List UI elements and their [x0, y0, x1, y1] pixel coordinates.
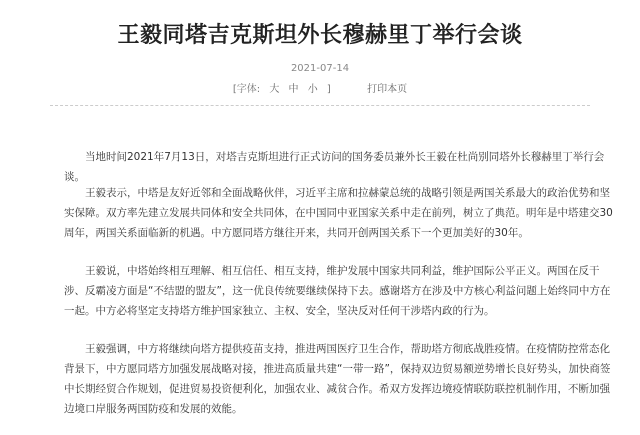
article-paragraph: 王毅表示，中塔是友好近邻和全面战略伙伴，习近平主席和拉赫蒙总统的战略引领是两国关系最大的政治优势和坚实保障。双方率先建立发展共同体和安全共同体，在中国同中亚国家关系中走在前列，树立了典范。明年是中塔建交30周年，两国关系面临新的机遇。中方愿同塔方继往开来，共同开创两国关系下一个更加美好的30年。: [64, 187, 613, 239]
article-paragraph: 王毅说，中塔始终相互理解、相互信任、相互支持，维护发展中国家共同利益，维护国际公平正义。两国在反干涉、反霸凌方面是“不结盟的盟友”，这一优良传统要继续保持下去。感谢塔方在涉及中方核心利益问题上始终同中方在一起。中方必将坚定支持塔方维护国家独立、主权、安全，坚决反对任何干涉塔内政的行为。: [64, 265, 611, 317]
article-paragraph: 当地时间2021年7月13日，对塔吉克斯坦进行正式访问的国务委员兼外长王毅在杜尚别同塔外长穆赫里丁举行会谈。: [64, 151, 605, 183]
article-toolbar: [0, 80, 640, 95]
font-size-large-link[interactable]: 大: [269, 84, 280, 95]
font-size-label: [字体:: [232, 84, 261, 95]
font-size-small-link[interactable]: 小: [307, 84, 318, 95]
article-title: 王毅同塔吉克斯坦外长穆赫里丁举行会谈: [117, 23, 523, 48]
font-size-medium-link[interactable]: 中: [288, 84, 299, 95]
font-size-close-bracket: ]: [326, 84, 331, 95]
title-divider: [50, 105, 590, 106]
article-paragraph: 王毅强调，中方将继续向塔方提供疫苗支持，推进两国医疗卫生合作，帮助塔方彻底战胜疫情。在疫情防控常态化背景下，中方愿同塔方加强发展战略对接，推进高质量共建“一带一路”，保持双边贸易额逆势增长良好势头，加快商签中长期经贸合作规划，促进贸易投资便利化，加强农业、减贫合作。希双方发挥边境疫情联防联控机制作用，不断加强边境口岸服务两国防疫和发展的效能。: [64, 343, 611, 415]
publish-date: 2021-07-14: [290, 63, 350, 74]
print-page-link[interactable]: 打印本页: [367, 84, 408, 95]
